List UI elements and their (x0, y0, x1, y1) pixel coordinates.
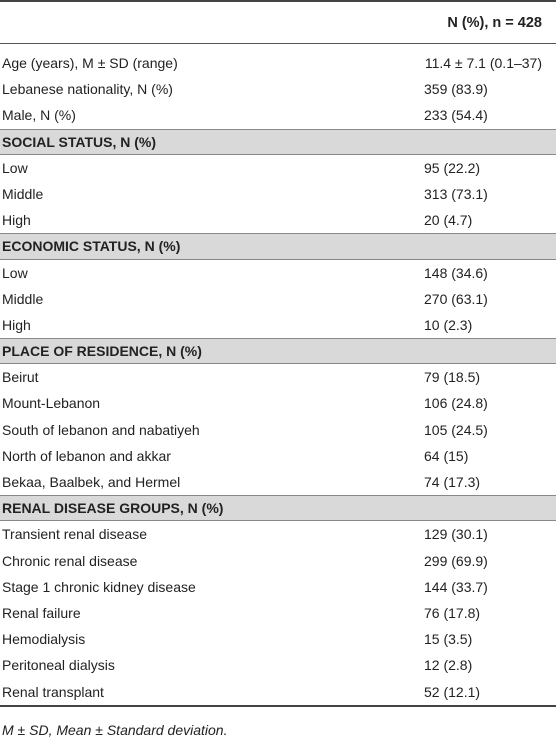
table-row (0, 521, 556, 547)
table-row (0, 155, 556, 181)
table-row (0, 312, 556, 338)
table-row (0, 102, 556, 128)
row-label: Peritoneal dialysis (2, 657, 115, 674)
section-header-renal-disease-groups (0, 495, 556, 521)
table-row (0, 548, 556, 574)
row-value: 270 (63.1) (424, 290, 488, 307)
table-row (0, 50, 556, 76)
table-bottom-rule (0, 705, 556, 707)
section-header-social-status (0, 129, 556, 155)
section-title: RENAL DISEASE GROUPS, N (%) (2, 500, 224, 517)
row-label: Stage 1 chronic kidney disease (2, 578, 196, 595)
row-value: 11.4 ± 7.1 (0.1–37) (424, 55, 542, 71)
row-label: Male, N (%) (2, 107, 76, 124)
row-label: Chronic renal disease (2, 552, 138, 569)
section-header-economic-status (0, 233, 556, 259)
row-label: Renal transplant (2, 683, 104, 700)
table-row (0, 679, 556, 705)
table-row (0, 207, 556, 233)
table-row (0, 600, 556, 626)
row-label: High (2, 212, 31, 229)
row-value: 10 (2.3) (424, 316, 473, 333)
row-value: 20 (4.7) (424, 212, 473, 229)
table-row (0, 626, 556, 652)
table-row (0, 469, 556, 495)
row-value: 299 (69.9) (424, 552, 488, 569)
row-value: 129 (30.1) (424, 526, 488, 543)
row-label: Renal failure (2, 604, 81, 621)
row-value: 15 (3.5) (424, 631, 473, 648)
row-label: Low (2, 264, 28, 281)
section-title: ECONOMIC STATUS, N (%) (2, 238, 181, 255)
row-value: 64 (15) (424, 447, 469, 464)
row-label: Lebanese nationality, N (%) (2, 81, 173, 98)
row-label: North of lebanon and akkar (2, 447, 171, 464)
table-footnote: M ± SD, Mean ± Standard deviation. (2, 722, 228, 738)
row-label: Middle (2, 185, 44, 202)
row-value: 79 (18.5) (424, 369, 481, 386)
row-label: High (2, 316, 31, 333)
table-header (0, 0, 556, 44)
row-value: 106 (24.8) (424, 395, 488, 412)
table-row (0, 260, 556, 286)
table-row (0, 390, 556, 416)
row-value: 148 (34.6) (424, 264, 488, 281)
table-row (0, 574, 556, 600)
row-label: Hemodialysis (2, 631, 86, 648)
row-value: 76 (17.8) (424, 604, 481, 621)
row-value: 95 (22.2) (424, 159, 481, 176)
table-row (0, 652, 556, 678)
section-header-place-of-residence (0, 338, 556, 364)
row-label: Mount-Lebanon (2, 395, 101, 412)
section-title: SOCIAL STATUS, N (%) (2, 133, 156, 150)
table-row (0, 76, 556, 102)
row-label: Middle (2, 290, 44, 307)
row-label: Bekaa, Baalbek, and Hermel (2, 474, 181, 490)
row-value: 12 (2.8) (424, 657, 473, 674)
table-row (0, 286, 556, 312)
table-row (0, 417, 556, 443)
table-row (0, 181, 556, 207)
table-row (0, 364, 556, 390)
row-label: Low (2, 159, 28, 176)
row-value: 359 (83.9) (424, 81, 488, 98)
row-label: South of lebanon and nabatiyeh (2, 421, 200, 438)
section-title: PLACE OF RESIDENCE, N (%) (2, 343, 202, 360)
row-value: 313 (73.1) (424, 185, 488, 202)
row-value: 105 (24.5) (424, 421, 488, 438)
row-value: 52 (12.1) (424, 683, 481, 700)
table-row (0, 443, 556, 469)
row-value: 144 (33.7) (424, 578, 488, 595)
column-header-value: N (%), n = 428 (447, 15, 542, 31)
row-label: Beirut (2, 369, 39, 386)
row-value: 233 (54.4) (424, 107, 488, 124)
row-label: Age (years), M ± SD (range) (2, 55, 178, 71)
row-value: 74 (17.3) (424, 474, 481, 490)
row-label: Transient renal disease (2, 526, 148, 543)
